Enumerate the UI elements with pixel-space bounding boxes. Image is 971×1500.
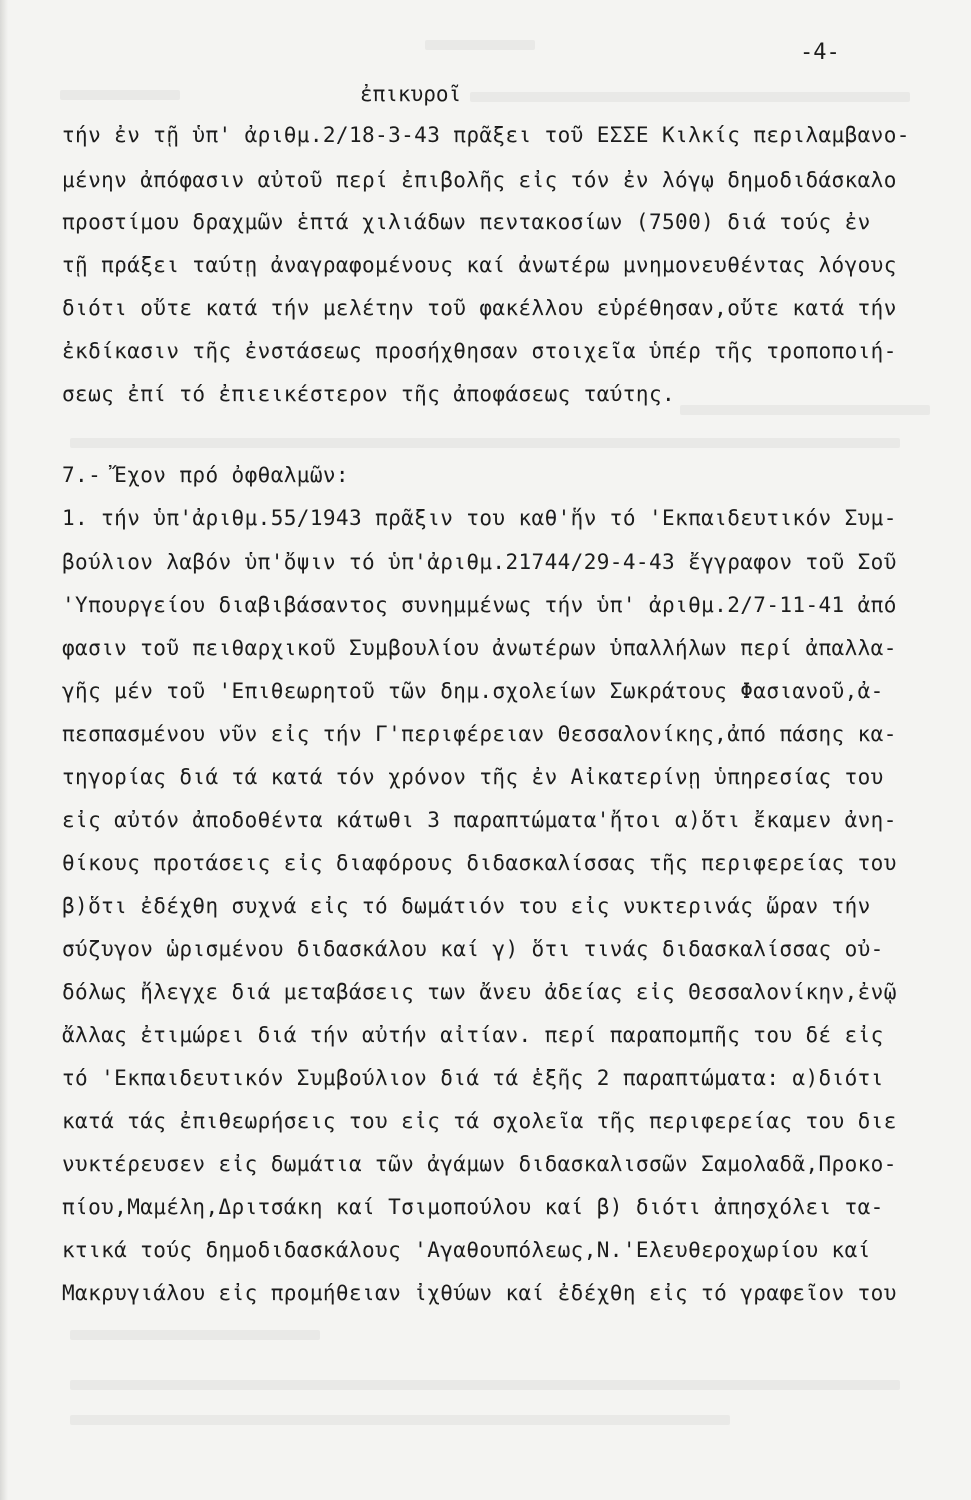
item-1-line: πεσπασμένου νῦν εἰς τήν Γ'περιφέρειαν Θεσσαλονίκης,ἀπό πάσης κα- [62, 722, 897, 746]
bleed-through-mark [680, 405, 930, 415]
bleed-through-mark [70, 1415, 730, 1425]
bleed-through-mark [70, 438, 900, 448]
item-1-line: θίκους προτάσεις εἰς διαφόρους διδασκαλίσσας τῆς περιφερείας του [62, 851, 897, 875]
item-1-line: σύζυγον ὡρισμένου διδασκάλου καί γ) ὅτι τινάς διδασκαλίσσας οὐ- [62, 937, 884, 961]
heading-word: ἐπικυροῖ [360, 82, 462, 106]
item-1-line: πίου,Μαμέλη,Δριτσάκη καί Τσιμοπούλου καί β) διότι ἀπησχόλει τα- [62, 1195, 884, 1219]
bleed-through-mark [425, 40, 535, 50]
bleed-through-mark [60, 90, 180, 100]
item-1-line: νυκτέρευσεν εἰς δωμάτια τῶν ἀγάμων διδασκαλισσῶν Σαμολαδᾶ,Προκο- [62, 1152, 897, 1176]
paragraph-1-line: διότι οὔτε κατά τήν μελέτην τοῦ φακέλλου εὑρέθησαν,οὔτε κατά τήν [62, 296, 897, 320]
scan-edge-shadow [0, 0, 8, 1500]
item-1-line: γῆς μέν τοῦ 'Επιθεωρητοῦ τῶν δημ.σχολείων Σωκράτους Φασιανοῦ,ἀ- [62, 679, 884, 703]
page-number: -4- [800, 40, 840, 65]
section-7-title: 7.- Ἔχον πρό ὀφθαλμῶν: [62, 463, 349, 487]
item-1-line: τό 'Εκπαιδευτικόν Συμβούλιον διά τά ἑξῆς 2 παραπτώματα: α)διότι [62, 1066, 884, 1090]
paragraph-1-line: μένην ἀπόφασιν αὐτοῦ περί ἐπιβολῆς εἰς τόν ἐν λόγῳ δημοδιδάσκαλο [62, 168, 897, 192]
item-1-line: φασιν τοῦ πειθαρχικοῦ Συμβουλίου ἀνωτέρων ὑπαλλήλων περί ἀπαλλα- [62, 636, 897, 660]
bleed-through-mark [70, 1380, 900, 1390]
item-1-line: εἰς αὐτόν ἀποδοθέντα κάτωθι 3 παραπτώματα'ἤτοι α)ὅτι ἔκαμεν ἀνη- [62, 808, 897, 832]
item-1-line: κατά τάς ἐπιθεωρήσεις του εἰς τά σχολεῖα τῆς περιφερείας του διε [62, 1109, 897, 1133]
item-1-line: 'Υπουργείου διαβιβάσαντος συνημμένως τήν ὑπ' ἀριθμ.2/7-11-41 ἀπό [62, 593, 897, 617]
paragraph-1-line: σεως ἐπί τό ἐπιεικέστερον τῆς ἀποφάσεως ταύτης. [62, 382, 676, 406]
paragraph-1-line: ἐκδίκασιν τῆς ἐνστάσεως προσήχθησαν στοιχεῖα ὑπέρ τῆς τροποποιή- [62, 339, 897, 363]
item-1-line: 1. τήν ὑπ'ἀριθμ.55/1943 πρᾶξιν του καθ'ἥν τό 'Εκπαιδευτικόν Συμ- [62, 506, 897, 530]
item-1-line: Μακρυγιάλου εἰς προμήθειαν ἰχθύων καί ἐδέχθη εἰς τό γραφεῖον του [62, 1281, 897, 1305]
item-1-line: κτικά τούς δημοδιδασκάλους 'Αγαθουπόλεως,Ν.'Ελευθεροχωρίου καί [62, 1238, 871, 1262]
item-1-line: τηγορίας διά τά κατά τόν χρόνον τῆς ἐν Αἰκατερίνῃ ὑπηρεσίας του [62, 765, 884, 789]
bleed-through-mark [470, 92, 910, 102]
item-1-line: βούλιον λαβόν ὑπ'ὄψιν τό ὑπ'ἀριθμ.21744/29-4-43 ἔγγραφον τοῦ Σοῦ [62, 550, 897, 574]
item-1-line: β)ὅτι ἐδέχθη συχνά εἰς τό δωμάτιόν του εἰς νυκτερινάς ὥραν τήν [62, 894, 871, 918]
item-1-line: δόλως ἤλεγχε διά μεταβάσεις των ἄνευ ἀδείας εἰς Θεσσαλονίκην,ἐνῷ [62, 980, 897, 1004]
item-1-line: ἄλλας ἐτιμώρει διά τήν αὐτήν αἰτίαν. περί παραπομπῆς του δέ εἰς [62, 1023, 884, 1047]
paragraph-1-line: τήν ἐν τῇ ὑπ' ἀριθμ.2/18-3-43 πρᾶξει τοῦ ΕΣΣΕ Κιλκίς περιλαμβανο- [62, 123, 910, 147]
bleed-through-mark [70, 1330, 320, 1340]
paragraph-1-line: προστίμου δραχμῶν ἑπτά χιλιάδων πεντακοσίων (7500) διά τούς ἐν [62, 210, 871, 234]
paragraph-1-line: τῇ πράξει ταύτῃ ἀναγραφομένους καί ἀνωτέρω μνημονευθέντας λόγους [62, 253, 897, 277]
